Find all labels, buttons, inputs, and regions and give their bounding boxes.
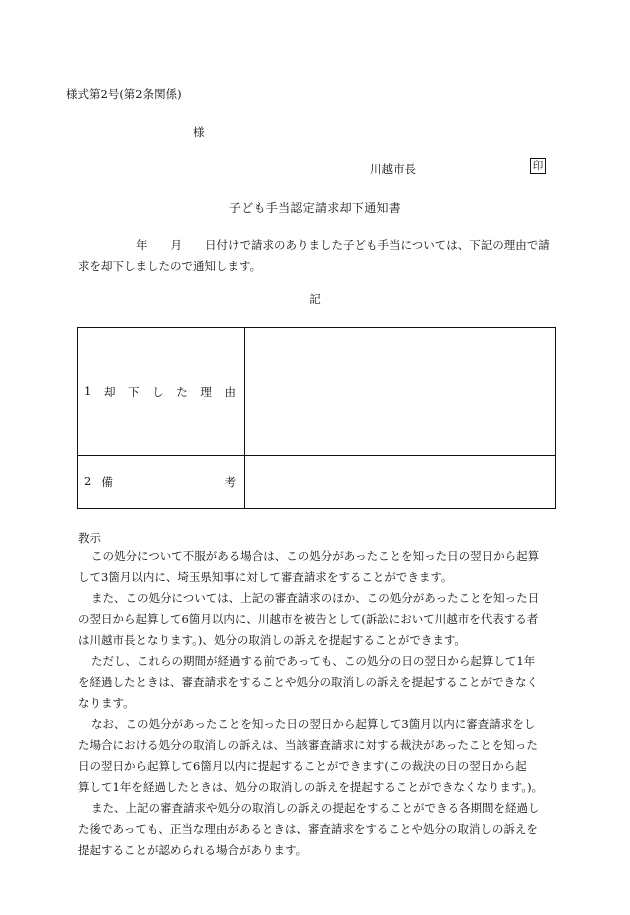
text-line: た場合における処分の取消しの訴えは、当該審査請求に対する裁決があったことを知った bbox=[78, 738, 538, 752]
remarks-label bbox=[78, 456, 245, 509]
text-line: なお、この処分があったことを知った日の翌日から起算して3箇月以内に審査請求をし bbox=[91, 717, 536, 731]
label-char: た bbox=[176, 384, 188, 399]
ki-heading: 記 bbox=[309, 292, 321, 306]
reason-value bbox=[245, 328, 556, 456]
instruction-paragraph-1 bbox=[78, 546, 558, 588]
seal-mark: 印 bbox=[530, 158, 546, 174]
text-line: 日の翌日から起算して6箇月以内に提起することができます(この裁決の日の翌日から起 bbox=[78, 759, 527, 773]
label-char: 備 bbox=[101, 475, 113, 489]
text-line: ただし、これらの期間が経過する前であっても、この処分の日の翌日から起算して1年 bbox=[91, 654, 536, 668]
text-line: また、この処分については、上記の審査請求のほか、この処分があったことを知った日 bbox=[91, 591, 540, 605]
label-char: 由 bbox=[224, 384, 236, 399]
text-line: して3箇月以内に、埼玉県知事に対して審査請求をすることができます。 bbox=[78, 570, 453, 584]
text-line: この処分について不服がある場合は、この処分があったことを知った日の翌日から起算 bbox=[91, 549, 540, 563]
text-line: 提起することが認められる場合があります。 bbox=[78, 843, 308, 857]
text-line: なります。 bbox=[78, 696, 135, 710]
text-line: を経過したときは、審査請求をすることや処分の取消しの訴えを提起することができなく bbox=[78, 675, 538, 689]
records-table bbox=[77, 327, 556, 509]
instruction-paragraph-3 bbox=[78, 651, 558, 714]
instruction-paragraph-5 bbox=[78, 798, 558, 861]
table-row-reason bbox=[78, 328, 556, 456]
remarks-value bbox=[245, 456, 556, 509]
instruction-heading: 教示 bbox=[78, 531, 101, 545]
addressee-suffix: 様 bbox=[193, 125, 205, 139]
intro-text bbox=[78, 235, 558, 277]
intro-line-1: 年 月 日付けで請求のありました子ども手当については、下記の理由で請 bbox=[136, 238, 550, 252]
instruction-paragraph-4 bbox=[78, 714, 558, 798]
row-number: 1 bbox=[84, 383, 92, 398]
row-number: 2 bbox=[84, 474, 92, 488]
text-line: た後であっても、正当な理由があるときは、審査請求をすることや処分の取消しの訴えを bbox=[78, 822, 538, 836]
text-line: また、上記の審査請求や処分の取消しの訴えの提起をすることができる各期間を経過し bbox=[91, 801, 540, 815]
text-line: の翌日から起算して6箇月以内に、川越市を被告として(訴訟において川越市を代表する者 bbox=[78, 612, 539, 626]
document-title: 子ども手当認定請求却下通知書 bbox=[228, 201, 402, 215]
instruction-paragraph-2 bbox=[78, 588, 558, 651]
label-char: し bbox=[152, 384, 164, 399]
reason-label bbox=[78, 328, 245, 456]
label-char: 却 bbox=[103, 384, 116, 399]
text-line: 算して1年を経過したときは、処分の取消しの訴えを提起することができなくなります。)。 bbox=[78, 780, 544, 794]
table-row-remarks bbox=[78, 456, 556, 509]
label-char: 考 bbox=[224, 475, 236, 489]
label-char: 理 bbox=[200, 384, 212, 399]
intro-line-2: 求を却下しましたので通知します。 bbox=[78, 259, 262, 273]
label-char: 下 bbox=[128, 384, 140, 399]
text-line: は川越市長となります。)、処分の取消しの訴えを提起することができます。 bbox=[78, 633, 466, 647]
sender-name: 川越市長 bbox=[370, 162, 416, 176]
form-number: 様式第2号(第2条関係) bbox=[66, 87, 182, 101]
